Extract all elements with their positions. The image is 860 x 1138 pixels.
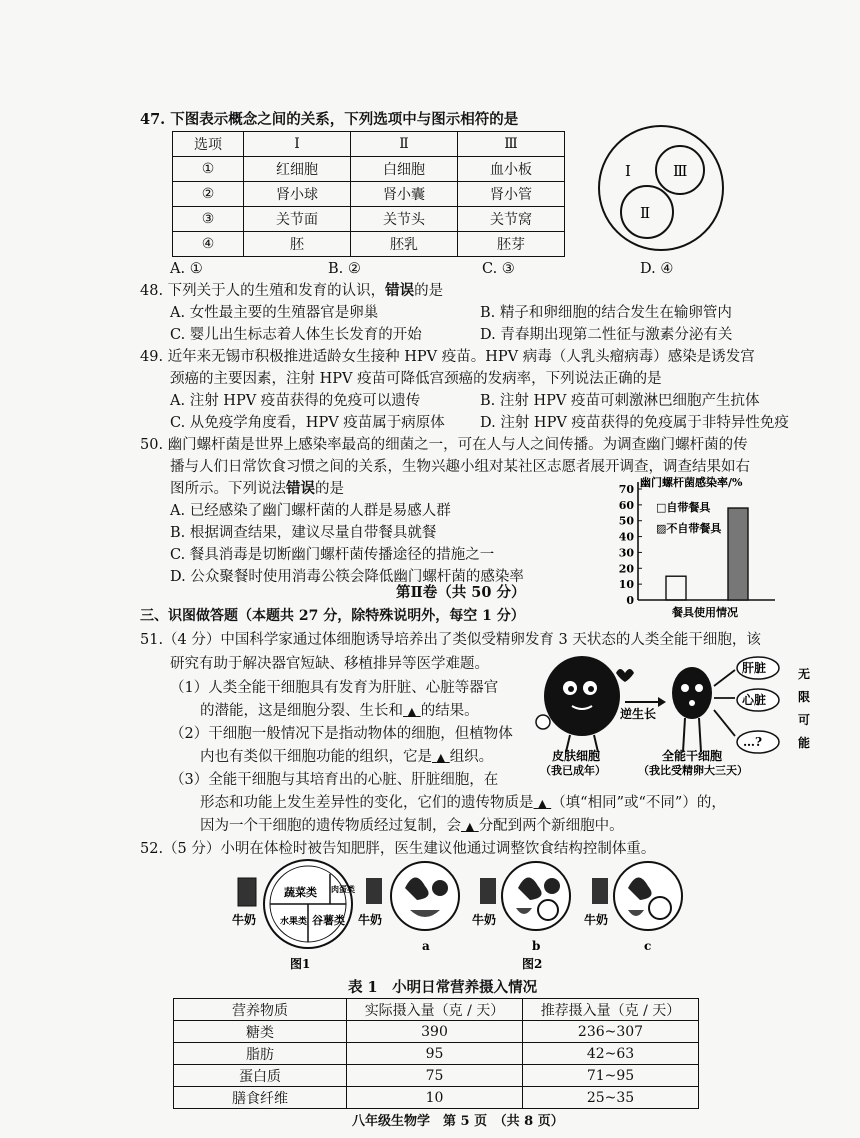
table1-title: 表 1 小明日常营养摄入情况 xyxy=(348,979,538,996)
skin-cell-note: （我已成年） xyxy=(540,764,606,777)
q47-table xyxy=(172,131,565,257)
table-row: 营养物质 实际摄入量（克 / 天） 推荐摄入量（克 / 天） xyxy=(174,999,699,1021)
q48-option-a: A. 女性最主要的生殖器官是卵巢 xyxy=(170,305,379,321)
y-tick-label: 50 xyxy=(618,514,634,528)
y-tick-label: 60 xyxy=(618,498,634,512)
q49-stem-2: 颈癌的主要因素，注射 HPV 疫苗可降低宫颈癌的发病率，下列说法正确的是 xyxy=(170,371,662,387)
concept-circle-diagram xyxy=(595,122,730,257)
table-row: 蛋白质 75 71~95 xyxy=(174,1065,699,1087)
q52-stem: 52.（5 分）小明在体检时被告知肥胖，医生建议他通过调整饮食结构控制体重。 xyxy=(140,841,656,857)
skin-cell-icon xyxy=(544,656,620,736)
q49-stem-1: 49. 近年来无锡市积极推进适龄女生接种 HPV 疫苗。HPV 病毒（人乳头瘤病毒）感染是诱发宫 xyxy=(140,349,755,365)
q48-option-d: D. 青春期出现第二性征与激素分泌有关 xyxy=(480,327,733,343)
page-footer: 八年级生物学 第 5 页 （共 8 页） xyxy=(352,1114,564,1129)
q47-option-c: C. ③ xyxy=(482,261,515,277)
chart-xlabel: 餐具使用情况 xyxy=(672,606,738,619)
q48-option-b: B. 精子和卵细胞的结合发生在输卵管内 xyxy=(480,305,732,321)
svg-text:图2: 图2 xyxy=(522,957,543,971)
stem-cell-note: （我比受精卵大三天） xyxy=(638,764,748,777)
q48-stem: 48. 下列关于人的生殖和发育的认识，错误的是 xyxy=(140,282,444,299)
chart-title: 幽门螺杆菌感染率/% xyxy=(640,476,743,489)
table-row: ③ 关节面 关节头 关节窝 xyxy=(173,207,565,232)
q50-stem-1: 50. 幽门螺杆菌是世界上感染率最高的细菌之一，可在人与人之间传播。为调查幽门螺杆菌的传 xyxy=(140,437,748,453)
legend-no-self-utensils: ▨不自带餐具 xyxy=(656,522,722,535)
q51-stem-2: 研究有助于解决器官短缺、移植排异等医学难题。 xyxy=(170,656,489,672)
q47-stem: 47. 下图表示概念之间的关系，下列选项中与图示相符的是 xyxy=(140,111,519,128)
svg-text:牛奶: 牛奶 xyxy=(358,913,383,927)
target-liver: 肝脏 xyxy=(742,661,767,675)
nutrition-table xyxy=(173,998,699,1109)
q47-option-a: A. ① xyxy=(170,261,203,277)
bar-self-utensils xyxy=(666,576,686,600)
svg-text:牛奶: 牛奶 xyxy=(584,913,609,927)
arrow-label: 逆生长 xyxy=(620,707,657,721)
milk-cup-icon xyxy=(238,878,256,906)
q50-stem-2: 播与人们日常饮食习惯之间的关系，生物兴趣小组对某社区志愿者展开调查，调查结果如右 xyxy=(170,459,750,475)
table-row: 糖类 390 236~307 xyxy=(174,1021,699,1043)
q47-option-b: B. ② xyxy=(328,261,361,277)
q48-option-c: C. 婴儿出生标志着人体生长发育的开始 xyxy=(170,327,422,343)
svg-text:b: b xyxy=(532,939,541,953)
q50-option-d: D. 公众聚餐时使用消毒公筷会降低幽门螺杆菌的感染率 xyxy=(170,569,524,585)
section-three-heading: 三、识图做答题（本题共 27 分，除特殊说明外，每空 1 分） xyxy=(140,608,525,624)
q49-option-c: C. 从免疫学角度看，HPV 疫苗属于病原体 xyxy=(170,415,445,431)
y-tick-label: 70 xyxy=(618,483,634,496)
table-row: ① 红细胞 白细胞 血小板 xyxy=(173,157,565,182)
q51-sub3-line1: （3）全能干细胞与其培育出的心脏、肝脏细胞，在 xyxy=(170,772,499,788)
svg-text:牛奶: 牛奶 xyxy=(472,913,497,927)
svg-text:a: a xyxy=(422,939,430,953)
stem-cell-icon xyxy=(672,667,712,719)
y-tick-label: 10 xyxy=(618,578,634,592)
table-row: 膳食纤维 10 25~35 xyxy=(174,1087,699,1109)
heart-icon xyxy=(616,669,634,682)
stem-cell-figure xyxy=(530,648,820,778)
svg-text:无: 无 xyxy=(798,667,811,681)
q51-sub2-line2: 内也有类似干细胞功能的组织，它是 ▲ 组织。 xyxy=(200,749,494,765)
q51-sub1-line1: （1）人类全能干细胞具有发育为肝脏、心脏等器官 xyxy=(170,680,499,696)
plate-c xyxy=(584,862,682,953)
target-heart: 心脏 xyxy=(742,693,767,707)
q51-sub3-line2: 形态和功能上发生差异性的变化，它们的遗传物质是 ▲ （填“相同”或“不同”）的， xyxy=(200,795,726,811)
bar-no-self-utensils xyxy=(728,508,748,600)
q49-option-a: A. 注射 HPV 疫苗获得的免疫可以遗传 xyxy=(170,393,421,409)
plate-a xyxy=(358,862,459,953)
q51-sub3-line3: 因为一个干细胞的遗传物质经过复制，会 ▲ 分配到两个新细胞中。 xyxy=(200,818,624,834)
table-row: 脂肪 95 42~63 xyxy=(174,1043,699,1065)
table-row: ④ 胚 胚乳 胚芽 xyxy=(173,232,565,257)
q51-sub1-line2: 的潜能，这是细胞分裂、生长和 ▲ 的结果。 xyxy=(200,703,479,719)
infection-rate-bar-chart xyxy=(610,472,785,622)
svg-text:限: 限 xyxy=(798,690,811,704)
part2-title: 第Ⅱ卷（共 50 分） xyxy=(396,584,526,601)
y-tick-label: 40 xyxy=(618,530,634,544)
q50-option-c: C. 餐具消毒是切断幽门螺杆菌传播途径的措施之一 xyxy=(170,547,495,563)
target-unknown: …? xyxy=(743,735,763,749)
table-row: ② 肾小球 肾小囊 肾小管 xyxy=(173,182,565,207)
y-tick-label: 30 xyxy=(618,546,634,560)
svg-text:谷薯类: 谷薯类 xyxy=(312,914,345,927)
svg-text:可: 可 xyxy=(798,713,811,727)
q49-option-d: D. 注射 HPV 疫苗获得的免疫属于非特异性免疫 xyxy=(480,415,789,431)
diagram-label-3: Ⅲ xyxy=(673,162,688,180)
svg-text:c: c xyxy=(644,939,652,953)
svg-text:图1: 图1 xyxy=(290,957,311,971)
diagram-label-1: Ⅰ xyxy=(625,162,631,180)
svg-text:肉蛋类: 肉蛋类 xyxy=(331,884,355,894)
q50-option-b: B. 根据调查结果，建议尽量自带餐具就餐 xyxy=(170,525,437,541)
legend-self-utensils: □自带餐具 xyxy=(656,501,711,514)
q49-option-b: B. 注射 HPV 疫苗可刺激淋巴细胞产生抗体 xyxy=(480,393,760,409)
q50-option-a: A. 已经感染了幽门螺杆菌的人群是易感人群 xyxy=(170,503,451,519)
table-row: 选项 Ⅰ Ⅱ Ⅲ xyxy=(173,132,565,157)
diet-figures xyxy=(230,858,690,973)
y-tick-label: 20 xyxy=(618,562,634,576)
svg-text:水果类: 水果类 xyxy=(280,917,308,927)
svg-text:牛奶: 牛奶 xyxy=(232,913,257,927)
q51-stem-1: 51.（4 分）中国科学家通过体细胞诱导培养出了类似受精卵发育 3 天状态的人类全能干细胞，该 xyxy=(140,632,761,648)
skin-cell-label: 皮肤细胞 xyxy=(552,749,601,763)
medical-kit-icon xyxy=(536,715,550,729)
stem-cell-label: 全能干细胞 xyxy=(662,749,723,763)
q50-stem-3: 图所示。下列说法错误的是 xyxy=(170,480,344,497)
q47-option-d: D. ④ xyxy=(640,261,674,277)
diagram-label-2: Ⅱ xyxy=(640,204,651,222)
q51-sub2-line1: （2）干细胞一般情况下是指动物体的细胞，但植物体 xyxy=(170,726,513,742)
plate-b xyxy=(472,862,570,953)
svg-text:蔬菜类: 蔬菜类 xyxy=(284,886,317,899)
svg-text:能: 能 xyxy=(798,736,811,750)
y-tick-label: 0 xyxy=(626,594,634,607)
